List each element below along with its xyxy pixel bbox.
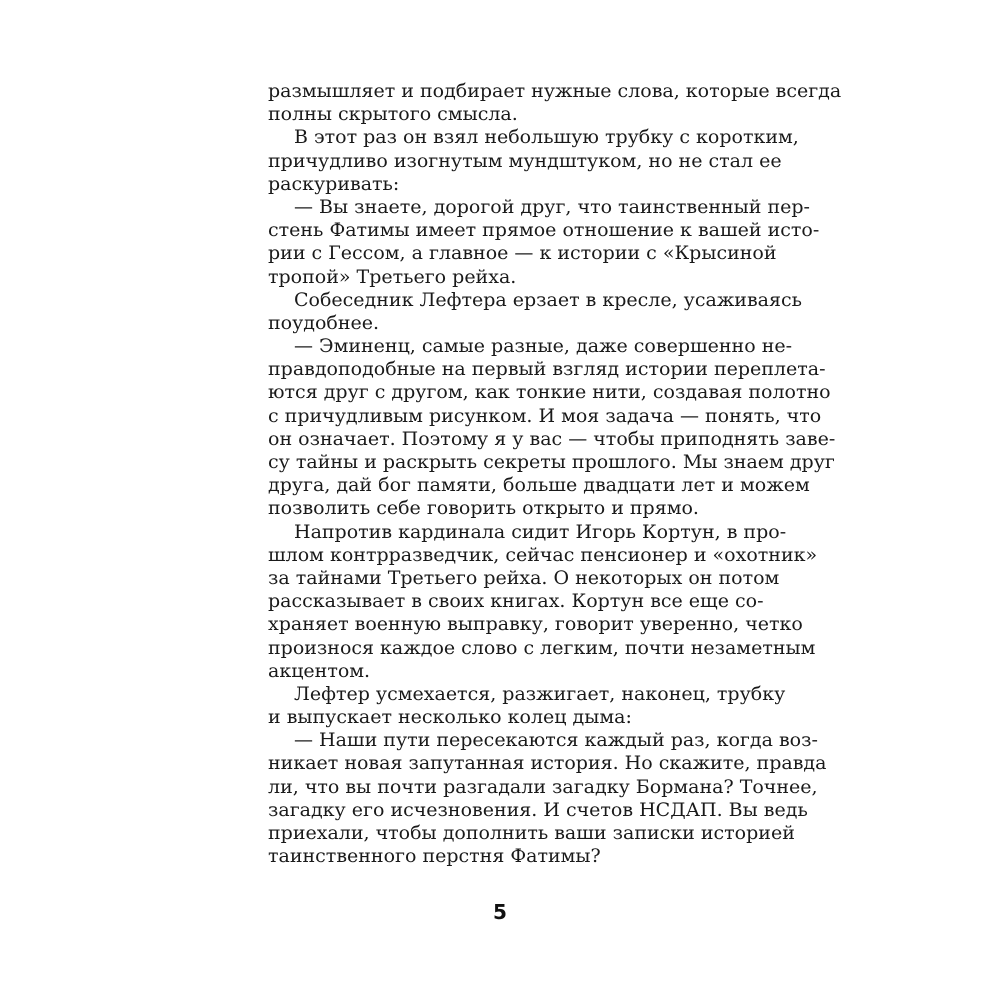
text-line: тропой» Третьего рейха. (268, 265, 517, 288)
text-line: Напротив кардинала сидит Игорь Кортун, в про- (294, 520, 787, 543)
text-line: приехали, чтобы дополнить ваши записки историей (268, 822, 795, 844)
text-line: акцентом. (268, 659, 371, 682)
text-line: произнося каждое слово с легким, почти незаметным (268, 636, 816, 659)
text-line: ли, что вы почти разгадали загадку Бормана? Точнее, (268, 775, 818, 798)
text-line: полны скрытого смысла. (268, 103, 518, 126)
text-line: причудливо изогнутым мундштуком, но не стал ее (268, 149, 782, 172)
text-line: — Эминенц, самые разные, даже совершенно не- (294, 335, 793, 358)
text-line: поудобнее. (268, 311, 380, 334)
text-line: за тайнами Третьего рейха. О некоторых он потом (268, 566, 780, 589)
text-line: рии с Гессом, а главное — к истории с «Крысиной (268, 242, 777, 265)
text-line: шлом контрразведчик, сейчас пенсионер и «охотник» (268, 543, 818, 566)
text-line: и выпускает несколько колец дыма: (268, 706, 632, 729)
text-line: раскуривать: (268, 172, 400, 195)
text-line: ются друг с другом, как тонкие нити, создавая полотно (268, 381, 831, 404)
text-line: таинственного перстня Фатимы? (268, 845, 601, 868)
text-line: никает новая запутанная история. Но скажите, правда (268, 752, 827, 775)
text-line: друга, дай бог памяти, больше двадцати лет и можем (268, 474, 810, 497)
page-number: 5 (493, 900, 507, 924)
text-line: храняет военную выправку, говорит уверенно, четко (268, 613, 803, 636)
text-line: с причудливым рисунком. И моя задача — понять, что (268, 404, 822, 427)
text-line: загадку его исчезновения. И счетов НСДАП. Вы ведь (268, 798, 808, 821)
text-line: — Вы знаете, дорогой друг, что таинственный пер- (294, 195, 810, 218)
text-line: В этот раз он взял небольшую трубку с коротким, (294, 126, 799, 149)
text-line: размышляет и подбирает нужные слова, которые всегда (268, 80, 842, 102)
text-line: Лефтер усмехается, разжигает, наконец, трубку (294, 682, 786, 705)
text-line: Собеседник Лефтера ерзает в кресле, усаживаясь (294, 288, 802, 311)
text-line: — Наши пути пересекаются каждый раз, когда воз- (294, 729, 818, 752)
text-line: он означает. Поэтому я у вас — чтобы приподнять заве- (268, 427, 836, 450)
body-text (268, 80, 842, 868)
text-line: правдоподобные на первый взгляд истории переплета- (268, 358, 826, 381)
text-line: рассказывает в своих книгах. Кортун все еще со- (268, 590, 764, 613)
text-line: су тайны и раскрыть секреты прошлого. Мы знаем друг (268, 451, 835, 473)
text-line: стень Фатимы имеет прямое отношение к вашей исто- (268, 219, 820, 242)
text-line: позволить себе говорить открыто и прямо. (268, 497, 699, 520)
